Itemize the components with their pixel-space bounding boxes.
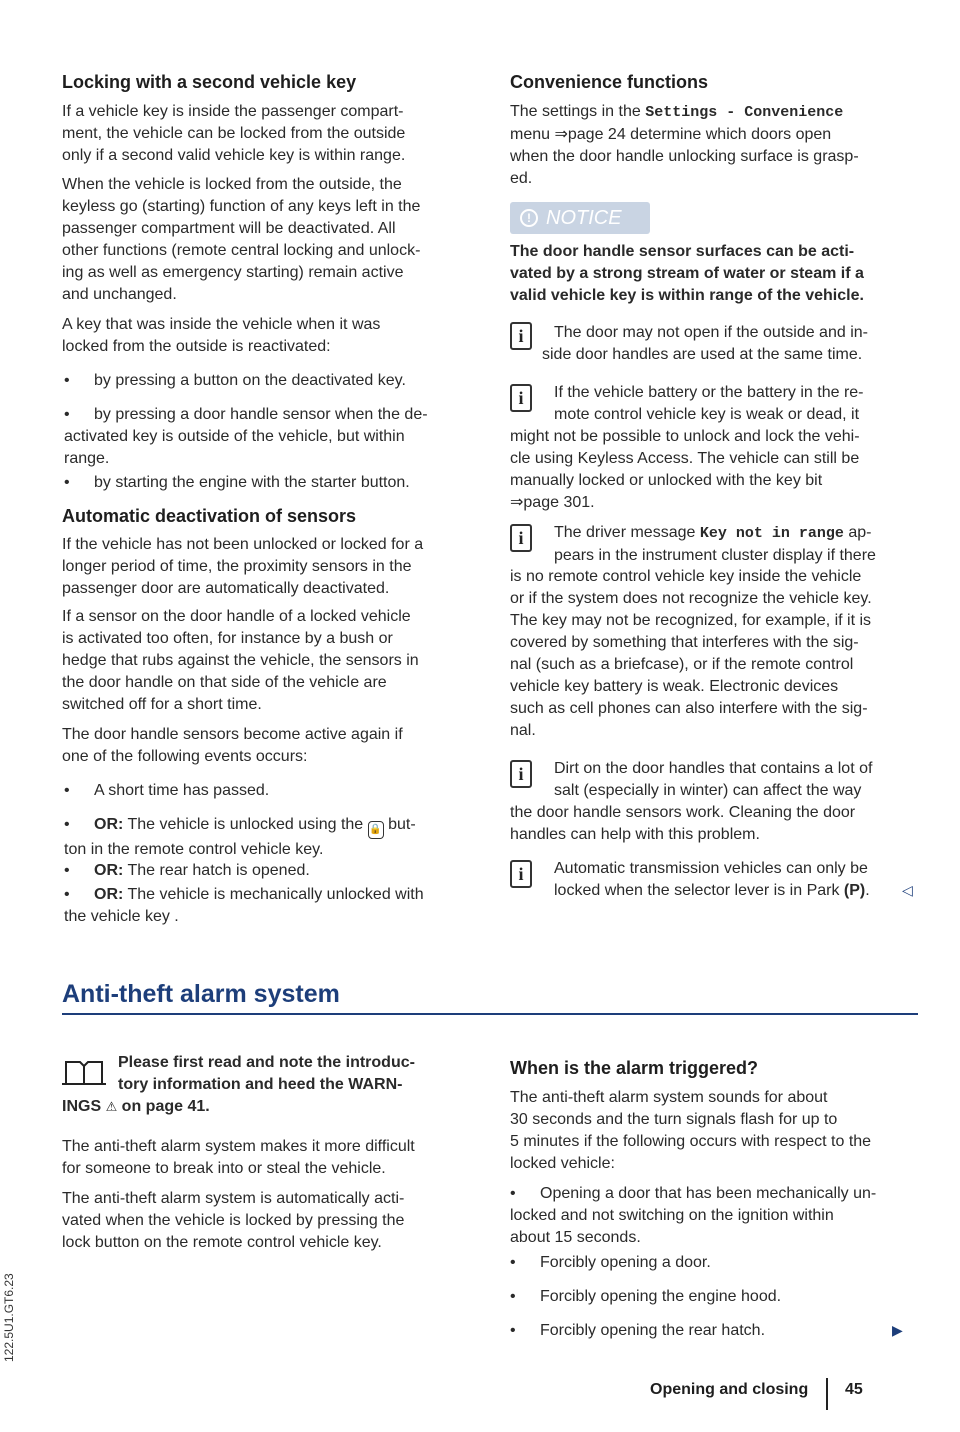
list-item: • by pressing a button on the deactivated key.: [94, 370, 406, 392]
paragraph-sensor-activated: If a sensor on the door handle of a locked vehicle is activated too often, for instance by a bush or hedge that rubs against the vehicle, the sensors in the door handle on that side of the vehicle are switched off for a short time.: [62, 608, 419, 713]
section-title-alarm: Anti-theft alarm system: [62, 980, 340, 1008]
paragraph-keyless-deactivated: When the vehicle is locked from the outside, the keyless go (starting) function of any keys left in the passenger compartment will be deactivated. All other functions (remote central locking and unlock- ing as well as emergency starting) remain active and unchanged.: [62, 176, 421, 303]
list-item: • by pressing a door handle sensor when the de- activated key is outside of the vehicle, but within range.: [94, 404, 428, 470]
info-note-key-cont: is no remote control vehicle key inside the vehicle or if the system does not recognize the vehicle key. The key may not be recognized, for example, if it is covered by something that interferes with the sig- nal (such as a briefcase), or if the remote control vehicle key battery is weak. Electronic devices such as cell phones can also interfere with the sig- nal.: [510, 568, 872, 739]
book-icon: [62, 1058, 106, 1088]
footer-divider: [826, 1378, 828, 1410]
heading-auto-deactivation: Automatic deactivation of sensors: [62, 506, 357, 526]
info-icon: i: [510, 760, 532, 788]
list-item: • Forcibly opening the engine hood.: [540, 1286, 781, 1308]
list-item: • A short time has passed.: [94, 780, 269, 802]
paragraph-sensors-active-again: The door handle sensors become active again if one of the following events occurs:: [62, 726, 403, 765]
list-item: • OR: The vehicle is mechanically unlocked with the vehicle key .: [94, 884, 424, 928]
heading-triggered: When is the alarm triggered?: [510, 1058, 759, 1078]
info-note-door: The door may not open if the outside and in- side door handles are used at the same time.: [542, 324, 868, 363]
info-note-dirt-cont: the door handle sensors work. Cleaning the door handles can help with this problem.: [510, 804, 856, 843]
list-item: • Opening a door that has been mechanically un- locked and not switching on the ignition within about 15 seconds.: [540, 1183, 876, 1249]
notice-badge: [510, 202, 650, 234]
list-item: • OR: The rear hatch is opened.: [94, 860, 310, 882]
paragraph-second-key: If a vehicle key is inside the passenger compart- ment, the vehicle can be locked from the outside only if a second valid vehicle key is within range.: [62, 103, 406, 164]
info-note-dirt: Dirt on the door handles that contains a lot of salt (especially in winter) can affect the way: [554, 760, 873, 799]
section-divider: [62, 1013, 918, 1015]
list-item: • Forcibly opening a door.: [540, 1252, 711, 1274]
notice-icon: !: [520, 209, 538, 227]
intro-note: Please first read and note the introduc- tory information and heed the WARN-: [118, 1054, 415, 1093]
list-item: • by starting the engine with the starter button.: [94, 472, 410, 494]
info-icon: i: [510, 860, 532, 888]
document-code: 122.5U1.GT6.23: [2, 1273, 16, 1362]
page-number: 45: [845, 1381, 863, 1398]
info-icon: i: [510, 524, 532, 552]
section-end-icon: ◁: [902, 882, 913, 898]
paragraph-alarm-purpose: The anti-theft alarm system makes it more difficult for someone to break into or steal the vehicle.: [62, 1138, 415, 1177]
info-note-key-not-in-range: The driver message Key not in range ap- pears in the instrument cluster display if there: [554, 524, 876, 564]
paragraph-convenience: The settings in the Settings - Convenience menu ⇒page 24 determine which doors open when the door handle unlocking surface is grasp- ed.: [510, 103, 859, 187]
notice-label: NOTICE: [546, 207, 622, 229]
info-icon: i: [510, 384, 532, 412]
info-note-battery-cont: might not be possible to unlock and lock the vehi- cle using Keyless Access. The vehicle can still be manually locked or unlocked with the key bit ⇒page 301.: [510, 428, 860, 511]
heading-convenience: Convenience functions: [510, 72, 709, 92]
warning-icon: ⚠: [105, 1099, 118, 1114]
paragraph-reactivated: A key that was inside the vehicle when it was locked from the outside is reactivated:: [62, 316, 381, 355]
list-item: • OR: The vehicle is unlocked using the 🔒 but- ton in the remote control vehicle key.: [94, 814, 416, 861]
intro-note-cont: INGS ⚠ on page 41.: [62, 1098, 210, 1115]
info-note-park: Automatic transmission vehicles can only be locked when the selector lever is in Park (P).: [554, 860, 870, 899]
info-note-battery: If the vehicle battery or the battery in the re- mote control vehicle key is weak or dead, it: [554, 384, 864, 423]
paragraph-triggered: The anti-theft alarm system sounds for about 30 seconds and the turn signals flash for up to 5 minutes if the following occurs with respect to the locked vehicle:: [510, 1089, 872, 1172]
list-item: • Forcibly opening the rear hatch.: [540, 1320, 765, 1342]
lock-button-icon: 🔒: [368, 821, 384, 839]
notice-text-block: The door handle sensor surfaces can be acti- vated by a strong stream of water or steam if a valid vehicle key is within range of the vehicle.: [510, 243, 864, 304]
heading-second-key: Locking with a second vehicle key: [62, 72, 357, 92]
continue-arrow-icon: ▶: [892, 1322, 903, 1338]
paragraph-proximity: If the vehicle has not been unlocked or locked for a longer period of time, the proximity sensors in the passenger door are automatically deactivated.: [62, 536, 424, 597]
info-icon: i: [510, 322, 532, 350]
paragraph-alarm-activation: The anti-theft alarm system is automatically acti- vated when the vehicle is locked by pressing the lock button on the remote control vehicle key.: [62, 1190, 405, 1251]
footer-section-label: Opening and closing: [650, 1381, 809, 1398]
